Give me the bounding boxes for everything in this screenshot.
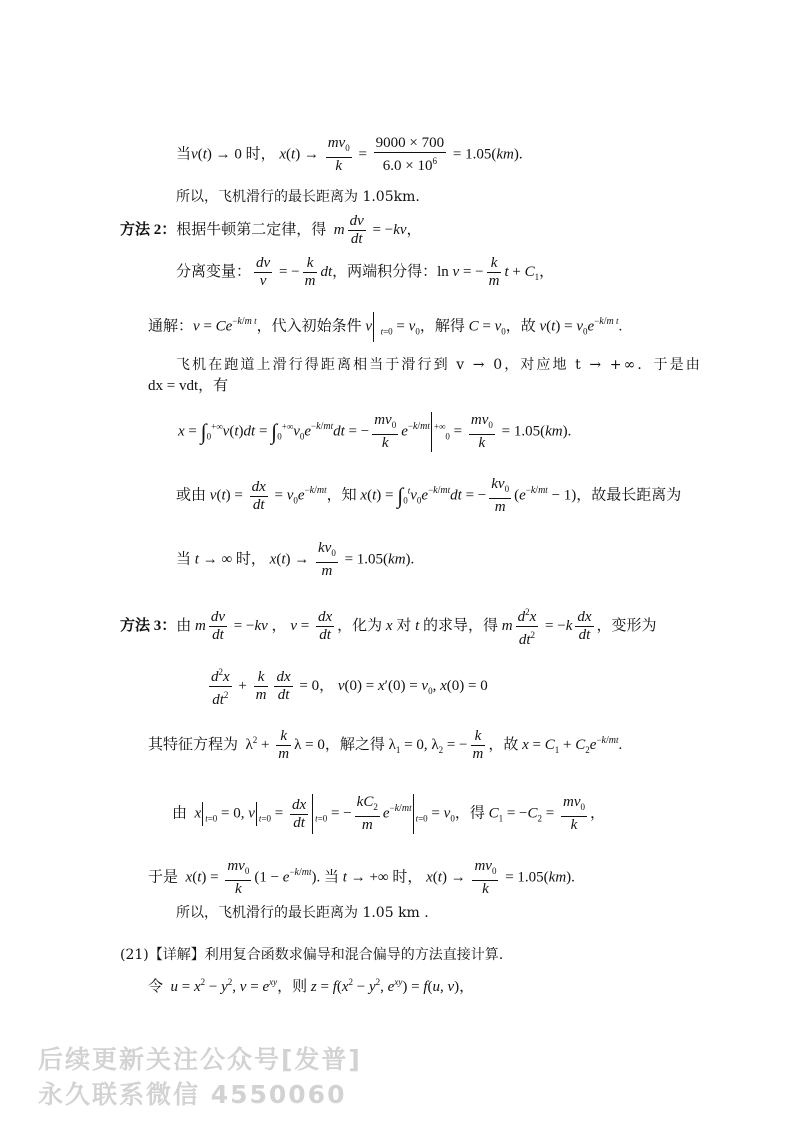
eq-limit-distance-2: 当 t → ∞ 时， x(t) → $\frac{kv_0}{m}$ = 1.05(km). bbox=[176, 540, 415, 579]
conclusion-1: 所以，飞机滑行的最长距离为 1.05km. bbox=[176, 189, 420, 205]
problem-21-intro: (21)【详解】利用复合函数求偏导和混合偏导的方法直接计算. bbox=[120, 947, 504, 963]
eq-limit-distance-1: 当v(t) → 0 时， x(t) → $\frac{mv_0}{k}$ = $\frac{9000 \times 700}{6.0 \times 10^6}$ = 1.05(km). bbox=[176, 135, 523, 174]
eq-substitution: 令 $u = x^2 - y^2$, $v = e^{xy}$，则 $z = f(x^2 - y^2$, $e^{xy}) = f(u$, v)， bbox=[148, 977, 475, 995]
method-2-label: 方法 2： bbox=[120, 221, 177, 238]
watermark-line-2: 永久联系微信 4550060 bbox=[38, 1080, 347, 1109]
eq-initial-conditions: 由 x $_{t=0}$ = 0, v $_{t=0}$ = $\frac{dx}{dt}$ $_{t=0}$ = − $\frac{kC_2}{m}$ $e^{-k/mt}_{t=0} = v_0$，得 $C_1 = -C_2$ = $\frac{mv_0}{k}$ ， bbox=[172, 794, 606, 833]
general-solution-line: 通解：$v = Ce^{-k/m t}$，代入初始条件 v $_{t=0} = v_0$，解得 $C = v_0$，故 $v(t) = v_0e^{-k/m t}$. bbox=[148, 312, 622, 342]
method-3-label: 方法 3： bbox=[120, 617, 177, 634]
conclusion-2: 所以，飞机滑行的最长距离为 1.05 km . bbox=[176, 905, 429, 921]
eq-integral-distance: $x = \int_0^{+\infty}v(t)dt = \int_0^{+\infty}v_0e^{-k/mt}dt$ = − $\frac{mv_0}{k}$ $e^{-k/mt}$ +∞$_0$ = $\frac{mv_0}{k}$ = 1.05(km). bbox=[178, 412, 572, 451]
method-2-heading: 方法 2：根据牛顿第二定律，得 m $\frac{dv}{dt}$ = −kv， bbox=[120, 213, 422, 247]
watermark-line-1: 后续更新关注公众号[发普] bbox=[38, 1045, 362, 1074]
eq-alt-derivation: 或由 v(t) = $\frac{dx}{dt}$ = $v_0e^{-k/mt}$，知 $x(t) = \int_0^tv_0e^{-k/mt}dt$ = − $\frac{kv_0}{m}$ $(e^{-k/mt} - 1)$，故最长距离为 bbox=[176, 476, 682, 515]
paragraph-runway-cont: dx = vdt，有 bbox=[148, 378, 229, 394]
eq-final-solution: 于是 x(t) = $\frac{mv_0}{k}$ $(1 - e^{-k/mt})$. 当 t → +∞ 时， x(t) → $\frac{mv_0}{k}$ = 1.05(km). bbox=[148, 858, 575, 897]
method-3-heading: 方法 3：由 m $\frac{dv}{dt}$ = −kv ， v = $\frac{dx}{dt}$ ，化为 x 对 t 的求导，得 m $\frac{d^2x}{dt^2}$ = −k $\frac{dx}{dt}$ ，变形为 bbox=[120, 607, 657, 648]
eq-ode: $\frac{d^2x}{dt^2}$ + $\frac{k}{m}$ $\frac{dx}{dt}$ = 0， $v(0) = x'(0) = v_0$, x(0) = 0 bbox=[211, 667, 488, 708]
paragraph-runway: 飞机在跑道上滑行得距离相当于滑行到 v → 0，对应地 t → +∞．于是由 bbox=[176, 357, 702, 373]
separation-line: 分离变量： $\frac{dv}{v}$ = − $\frac{k}{m}$ dt，两端积分得：ln v = − $\frac{k}{m}$ $t + C_1$， bbox=[176, 255, 555, 289]
eq-characteristic: 其特征方程为 $\lambda^2$ + $\frac{k}{m}$ λ = 0，解之得 $\lambda_1 = 0$, $\lambda_2$ = − $\frac{k}{m}$ ，故 $x = C_1 + C_2e^{-k/mt}$. bbox=[148, 728, 623, 762]
